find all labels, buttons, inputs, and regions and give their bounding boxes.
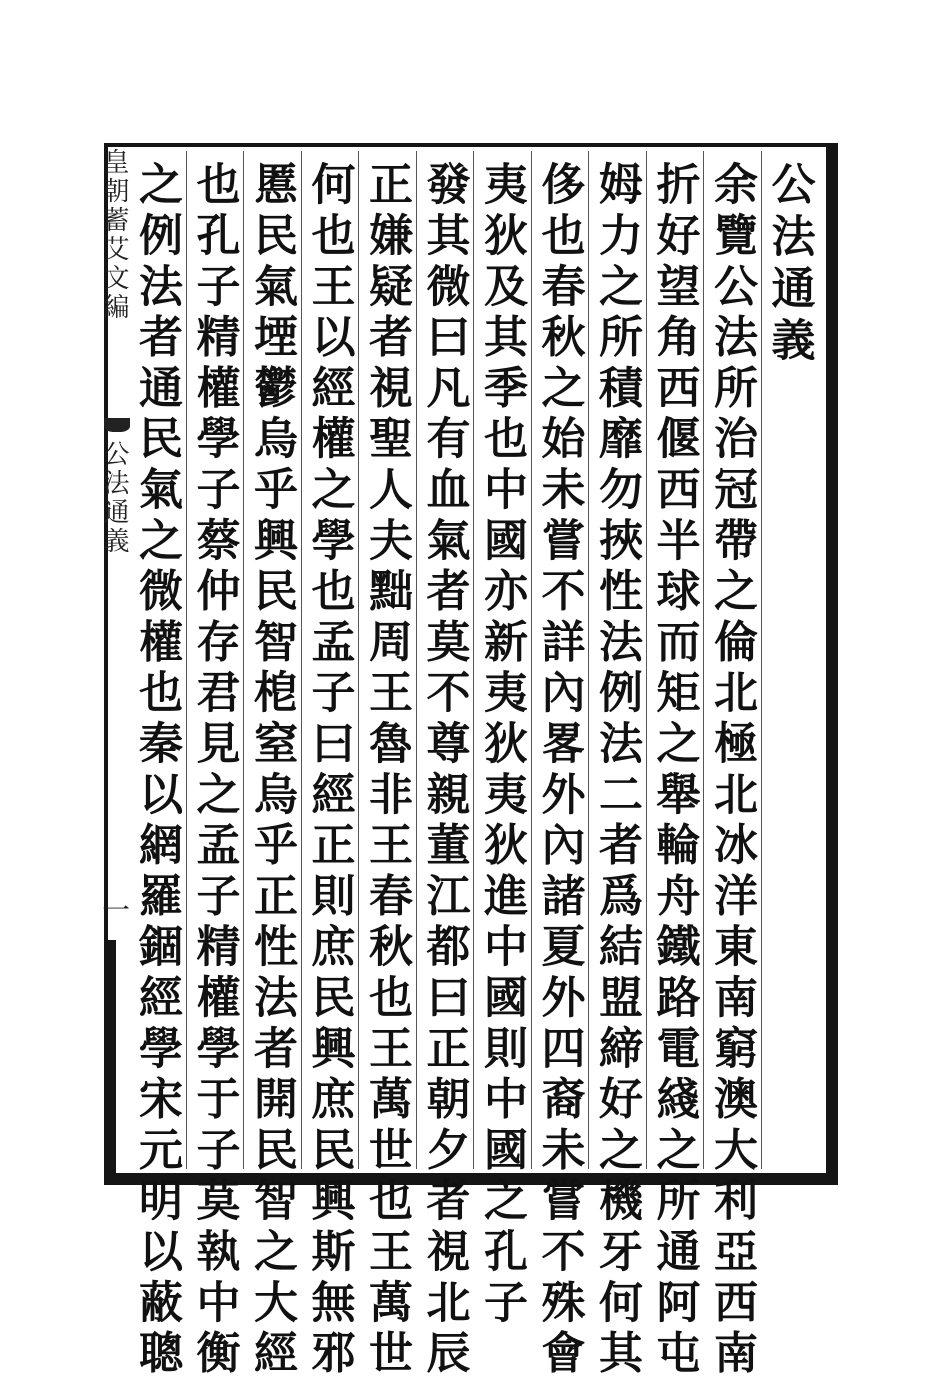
text-column: 余覽公法所治冠帶之倫北極北冰洋東南窮澳大利亞西南 — [706, 161, 757, 1380]
section-title: 公法通義 — [763, 161, 815, 369]
column-rule — [358, 151, 359, 1169]
text-column: 折好望角西偃西半球而矩之舉輪舟鐵路電綫之所通阿屯 — [648, 161, 700, 1380]
fish-tail-mark-icon — [104, 418, 130, 432]
text-column: 慝民氣堙鬱烏乎興民智梎窒烏乎正性法者開民智之大經 — [246, 161, 297, 1380]
text-column: 夷狄及其季也中國亦新夷狄夷狄進中國則中國之孔子 — [476, 161, 527, 1330]
text-column: 也孔子精權學子蔡仲存君見之孟子精權學于子莫執中衡 — [188, 161, 240, 1380]
page-frame — [104, 143, 838, 1380]
column-rule — [186, 151, 187, 1169]
column-rule — [703, 151, 704, 1169]
margin-section-title: 公法通義 — [99, 440, 129, 556]
text-column: 發其微曰凡有血氣者莫不尊親董江都曰正朝夕者視北辰 — [418, 161, 470, 1380]
text-block — [108, 147, 826, 1380]
text-column: 侈也春秋之始未嘗不詳內畧外內諸夏外四裔未嘗不殊會 — [533, 161, 585, 1380]
column-rule — [473, 151, 474, 1169]
margin-book-title: 皇朝蓄艾文編 — [99, 148, 129, 322]
text-column: 姆力之所積靡勿挾性法例法二者爲結盟締好之機牙何其 — [591, 161, 642, 1380]
margin-page-number: 一 — [98, 895, 131, 923]
column-rule — [588, 151, 589, 1169]
column-rule — [301, 151, 302, 1169]
text-column: 何也王以經權之學也孟子曰經正則庶民興庶民興斯無邪 — [303, 161, 355, 1380]
column-rule — [531, 151, 532, 1169]
column-rule — [416, 151, 417, 1169]
column-rule — [761, 151, 762, 1169]
text-column: 之例法者通民氣之微權也秦以網羅錮經學宋元明以蔽聰 — [131, 161, 182, 1380]
column-rule — [243, 151, 244, 1169]
column-rule — [646, 151, 647, 1169]
margin-bar — [104, 940, 116, 1185]
text-column: 正嫌疑者視聖人夫黜周王魯非王春秋也王萬世也王萬世 — [361, 161, 412, 1380]
